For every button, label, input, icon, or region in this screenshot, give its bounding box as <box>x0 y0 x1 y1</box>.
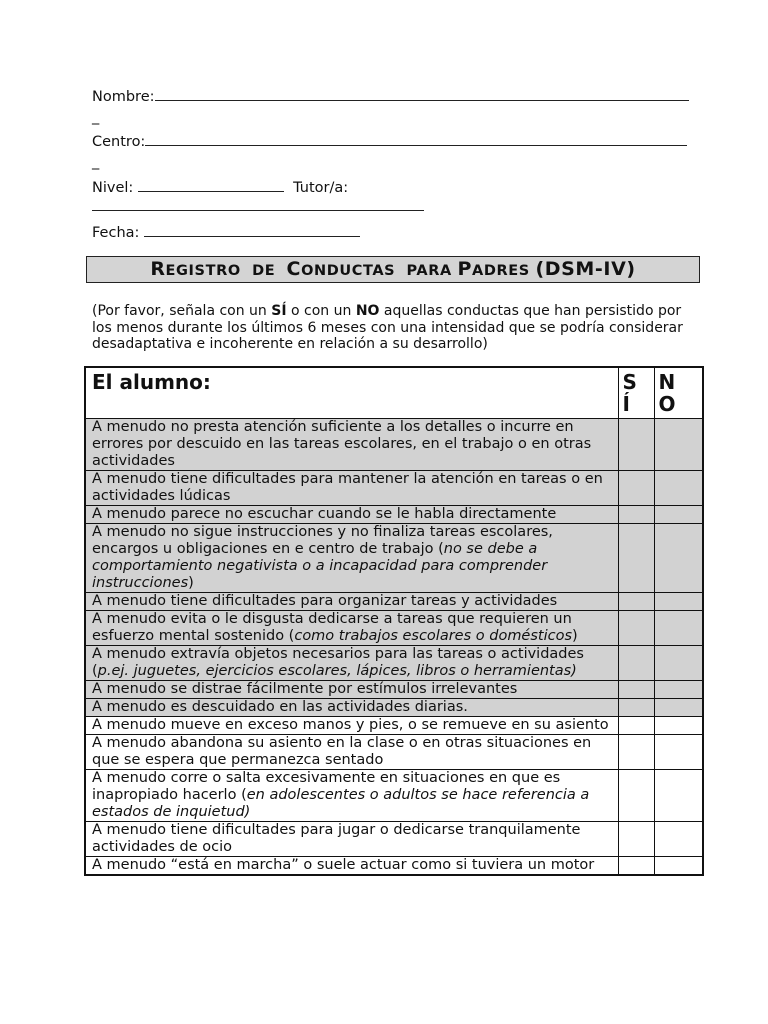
table-row <box>85 419 703 471</box>
behaviour-description <box>85 717 618 735</box>
behaviour-text-end: ) <box>188 575 194 591</box>
answer-si-cell[interactable] <box>618 699 654 717</box>
nombre-label: Nombre: <box>92 89 155 105</box>
title-padres: ADRES <box>472 263 530 279</box>
title-r: R <box>150 258 166 280</box>
intro-text-2: o con un <box>286 303 356 319</box>
behaviour-description <box>85 593 618 611</box>
answer-si-cell[interactable] <box>618 822 654 857</box>
nombre-field[interactable] <box>92 86 689 106</box>
answer-no-cell[interactable] <box>654 681 703 699</box>
behaviour-note: p.ej. juguetes, ejercicios escolares, lápices, libros o herramientas) <box>97 663 577 679</box>
nivel-label: Nivel: <box>92 180 134 196</box>
answer-no-cell[interactable] <box>654 419 703 471</box>
behaviour-note: en adolescentes o adultos se hace referencia a estados de inquietud) <box>92 787 590 820</box>
behaviour-table <box>84 366 704 876</box>
answer-no-cell[interactable] <box>654 770 703 822</box>
centro-tail: _ <box>92 154 100 170</box>
behaviour-text: A menudo se distrae fácilmente por estímulos irrelevantes <box>92 681 518 697</box>
table-row <box>85 857 703 876</box>
form-title <box>86 256 700 283</box>
instructions-paragraph <box>92 303 702 353</box>
behaviour-text: A menudo tiene dificultades para organizar tareas y actividades <box>92 593 558 609</box>
table-row <box>85 646 703 681</box>
behaviour-text: A menudo no sigue instrucciones y no finaliza tareas escolares, encargos u obligaciones en e centro de trabajo ( <box>92 524 553 557</box>
behaviour-text: A menudo corre o salta excesivamente en situaciones en que es inapropiado hacerlo ( <box>92 770 561 803</box>
table-row <box>85 681 703 699</box>
intro-si: SÍ <box>271 303 287 319</box>
header-subject: El alumno: <box>85 367 618 419</box>
header-si-2: Í <box>622 392 630 416</box>
answer-no-cell[interactable] <box>654 611 703 646</box>
behaviour-description <box>85 611 618 646</box>
intro-text-3: aquellas conductas que han persistido por los menos durante los últimos 6 meses con una intensidad que se podría considerar desadaptativa e incoherente en relación a su desarrollo) <box>92 303 683 352</box>
answer-si-cell[interactable] <box>618 735 654 770</box>
answer-si-cell[interactable] <box>618 611 654 646</box>
behaviour-description <box>85 524 618 593</box>
answer-no-cell[interactable] <box>654 822 703 857</box>
answer-no-cell[interactable] <box>654 471 703 506</box>
answer-no-cell[interactable] <box>654 506 703 524</box>
answer-si-cell[interactable] <box>618 857 654 876</box>
behaviour-text: A menudo extravía objetos necesarios para las tareas o actividades ( <box>92 646 584 679</box>
behaviour-description <box>85 646 618 681</box>
fecha-line <box>144 222 360 237</box>
centro-label: Centro: <box>92 134 146 150</box>
table-row <box>85 524 703 593</box>
table-row <box>85 822 703 857</box>
tutor-line-row[interactable] <box>92 196 424 216</box>
title-registro: EGISTRO <box>165 263 241 279</box>
behaviour-description <box>85 857 618 876</box>
behaviour-description <box>85 770 618 822</box>
behaviour-text: A menudo mueve en exceso manos y pies, o se remueve en su asiento <box>92 717 609 733</box>
table-row <box>85 770 703 822</box>
behaviour-text: A menudo es descuidado en las actividades diarias. <box>92 699 468 715</box>
table-row <box>85 699 703 717</box>
behaviour-table-wrap <box>84 366 702 876</box>
answer-si-cell[interactable] <box>618 717 654 735</box>
answer-si-cell[interactable] <box>618 681 654 699</box>
behaviour-description <box>85 681 618 699</box>
answer-no-cell[interactable] <box>654 524 703 593</box>
behaviour-description <box>85 419 618 471</box>
answer-si-cell[interactable] <box>618 419 654 471</box>
behaviour-description <box>85 506 618 524</box>
intro-text-1: (Por favor, señala con un <box>92 303 272 319</box>
title-de: DE <box>252 263 276 279</box>
answer-si-cell[interactable] <box>618 506 654 524</box>
table-row <box>85 717 703 735</box>
answer-no-cell[interactable] <box>654 857 703 876</box>
answer-si-cell[interactable] <box>618 524 654 593</box>
nombre-line <box>155 86 689 101</box>
answer-no-cell[interactable] <box>654 699 703 717</box>
answer-no-cell[interactable] <box>654 593 703 611</box>
behaviour-note: no se debe a comportamiento negativista o a incapacidad para comprender instrucciones <box>92 541 548 591</box>
table-row <box>85 735 703 770</box>
behaviour-description <box>85 471 618 506</box>
title-c: C <box>286 258 302 280</box>
behaviour-text: A menudo abandona su asiento en la clase o en otras situaciones en que se espera que permanezca sentado <box>92 735 592 768</box>
header-no <box>654 367 703 419</box>
title-p: P <box>457 258 473 280</box>
tutor-label: Tutor/a: <box>293 180 349 196</box>
answer-no-cell[interactable] <box>654 717 703 735</box>
behaviour-text: A menudo “está en marcha” o suele actuar como si tuviera un motor <box>92 857 595 873</box>
behaviour-description <box>85 822 618 857</box>
answer-si-cell[interactable] <box>618 471 654 506</box>
centro-field[interactable] <box>92 131 687 151</box>
fecha-field[interactable] <box>92 222 360 242</box>
header-no-1: N <box>658 370 676 394</box>
behaviour-text: A menudo parece no escuchar cuando se le habla directamente <box>92 506 557 522</box>
title-dsm: (DSM-IV) <box>535 258 636 280</box>
behaviour-text-end: ) <box>572 628 578 644</box>
behaviour-text: A menudo evita o le disgusta dedicarse a tareas que requieren un esfuerzo mental sostenido ( <box>92 611 572 644</box>
table-row <box>85 506 703 524</box>
nivel-tutor-field[interactable] <box>92 177 348 197</box>
answer-si-cell[interactable] <box>618 593 654 611</box>
nombre-tail: _ <box>92 109 100 125</box>
answer-si-cell[interactable] <box>618 770 654 822</box>
table-row <box>85 471 703 506</box>
tutor-line <box>92 196 424 211</box>
behaviour-text: A menudo tiene dificultades para mantener la atención en tareas o en actividades lúdicas <box>92 471 603 504</box>
behaviour-description <box>85 735 618 770</box>
answer-no-cell[interactable] <box>654 646 703 681</box>
table-row <box>85 611 703 646</box>
behaviour-note: como trabajos escolares o domésticos <box>294 628 573 644</box>
behaviour-text: A menudo no presta atención suficiente a los detalles o incurre en errores por descuido en las tareas escolares, en el trabajo o en otras actividades <box>92 419 592 469</box>
answer-no-cell[interactable] <box>654 735 703 770</box>
answer-si-cell[interactable] <box>618 646 654 681</box>
centro-line <box>145 131 687 146</box>
title-para: PARA <box>406 263 452 279</box>
header-si-1: S <box>622 370 637 394</box>
table-header-row <box>85 367 703 419</box>
table-row <box>85 593 703 611</box>
fecha-label: Fecha: <box>92 225 140 241</box>
header-si <box>618 367 654 419</box>
behaviour-description <box>85 699 618 717</box>
behaviour-text: A menudo tiene dificultades para jugar o dedicarse tranquilamente actividades de ocio <box>92 822 581 855</box>
intro-no: NO <box>355 303 380 319</box>
nivel-line <box>138 177 284 192</box>
title-conductas: ONDUCTAS <box>301 263 396 279</box>
header-no-2: O <box>658 392 676 416</box>
